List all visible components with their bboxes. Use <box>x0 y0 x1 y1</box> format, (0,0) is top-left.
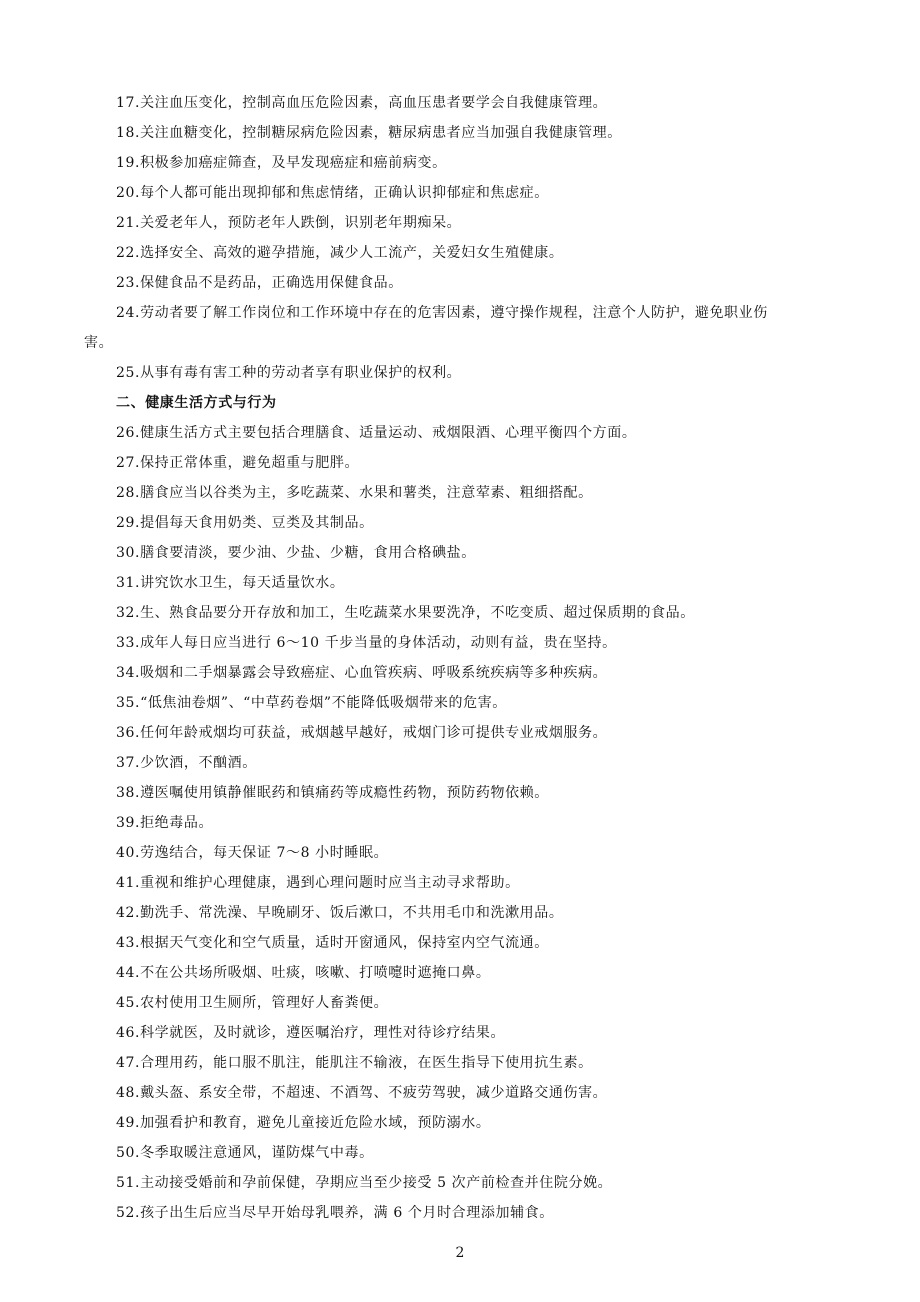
section-heading: 二、健康生活方式与行为 <box>116 395 277 411</box>
list-item: 26.健康生活方式主要包括合理膳食、适量运动、戒烟限酒、心理平衡四个方面。 <box>116 425 637 441</box>
list-item: 49.加强看护和教育，避免儿童接近危险水域，预防溺水。 <box>116 1115 491 1131</box>
list-item: 46.科学就医，及时就诊，遵医嘱治疗，理性对待诊疗结果。 <box>116 1025 506 1041</box>
list-item: 37.少饮酒，不酗酒。 <box>116 755 257 771</box>
list-item: 39.拒绝毒品。 <box>116 815 214 831</box>
list-item: 34.吸烟和二手烟暴露会导致癌症、心血管疾病、呼吸系统疾病等多种疾病。 <box>116 665 608 681</box>
list-item: 17.关注血压变化，控制高血压危险因素，高血压患者要学会自我健康管理。 <box>116 95 608 111</box>
list-item: 31.讲究饮水卫生，每天适量饮水。 <box>116 575 345 591</box>
list-item: 32.生、熟食品要分开存放和加工，生吃蔬菜水果要洗净，不吃变质、超过保质期的食品。 <box>116 605 695 621</box>
list-item: 19.积极参加癌症筛查，及早发现癌症和癌前病变。 <box>116 155 447 171</box>
list-item: 43.根据天气变化和空气质量，适时开窗通风，保持室内空气流通。 <box>116 935 549 951</box>
list-item: 42.勤洗手、常洗澡、早晚刷牙、饭后漱口，不共用毛巾和洗漱用品。 <box>116 905 564 921</box>
list-item-continuation: 害。 <box>84 335 114 351</box>
list-item: 29.提倡每天食用奶类、豆类及其制品。 <box>116 515 374 531</box>
list-item: 38.遵医嘱使用镇静催眠药和镇痛药等成瘾性药物，预防药物依赖。 <box>116 785 549 801</box>
list-item: 25.从事有毒有害工种的劳动者享有职业保护的权利。 <box>116 365 462 381</box>
list-item: 28.膳食应当以谷类为主，多吃蔬菜、水果和薯类，注意荤素、粗细搭配。 <box>116 485 593 501</box>
list-item: 47.合理用药，能口服不肌注，能肌注不输液，在医生指导下使用抗生素。 <box>116 1055 593 1071</box>
list-item: 33.成年人每日应当进行 6～10 千步当量的身体活动，动则有益，贵在坚持。 <box>116 635 617 651</box>
list-item: 22.选择安全、高效的避孕措施，减少人工流产，关爱妇女生殖健康。 <box>116 245 564 261</box>
list-item: 45.农村使用卫生厕所，管理好人畜粪便。 <box>116 995 389 1011</box>
list-item: 35.“低焦油卷烟”、“中草药卷烟”不能降低吸烟带来的危害。 <box>116 695 507 711</box>
list-item: 21.关爱老年人，预防老年人跌倒，识别老年期痴呆。 <box>116 215 462 231</box>
list-item: 30.膳食要清淡，要少油、少盐、少糖，食用合格碘盐。 <box>116 545 476 561</box>
list-item: 40.劳逸结合，每天保证 7～8 小时睡眠。 <box>116 845 389 861</box>
list-item: 24.劳动者要了解工作岗位和工作环境中存在的危害因素，遵守操作规程，注意个人防护，避免职业伤 <box>116 305 768 321</box>
list-item: 41.重视和维护心理健康，遇到心理问题时应当主动寻求帮助。 <box>116 875 520 891</box>
list-item: 52.孩子出生后应当尽早开始母乳喂养，满 6 个月时合理添加辅食。 <box>116 1205 554 1221</box>
document-body <box>84 88 844 1228</box>
list-item: 51.主动接受婚前和孕前保健，孕期应当至少接受 5 次产前检查并住院分娩。 <box>116 1175 613 1191</box>
list-item: 18.关注血糖变化，控制糖尿病危险因素，糖尿病患者应当加强自我健康管理。 <box>116 125 622 141</box>
list-item: 23.保健食品不是药品，正确选用保健食品。 <box>116 275 403 291</box>
list-item: 36.任何年龄戒烟均可获益，戒烟越早越好，戒烟门诊可提供专业戒烟服务。 <box>116 725 608 741</box>
list-item: 44.不在公共场所吸烟、吐痰，咳嗽、打喷嚏时遮掩口鼻。 <box>116 965 491 981</box>
list-item: 48.戴头盔、系安全带，不超速、不酒驾、不疲劳驾驶，减少道路交通伤害。 <box>116 1085 608 1101</box>
list-item: 50.冬季取暖注意通风，谨防煤气中毒。 <box>116 1145 374 1161</box>
page-number: 2 <box>455 1245 465 1261</box>
list-item: 20.每个人都可能出现抑郁和焦虑情绪，正确认识抑郁症和焦虑症。 <box>116 185 549 201</box>
list-item: 27.保持正常体重，避免超重与肥胖。 <box>116 455 360 471</box>
